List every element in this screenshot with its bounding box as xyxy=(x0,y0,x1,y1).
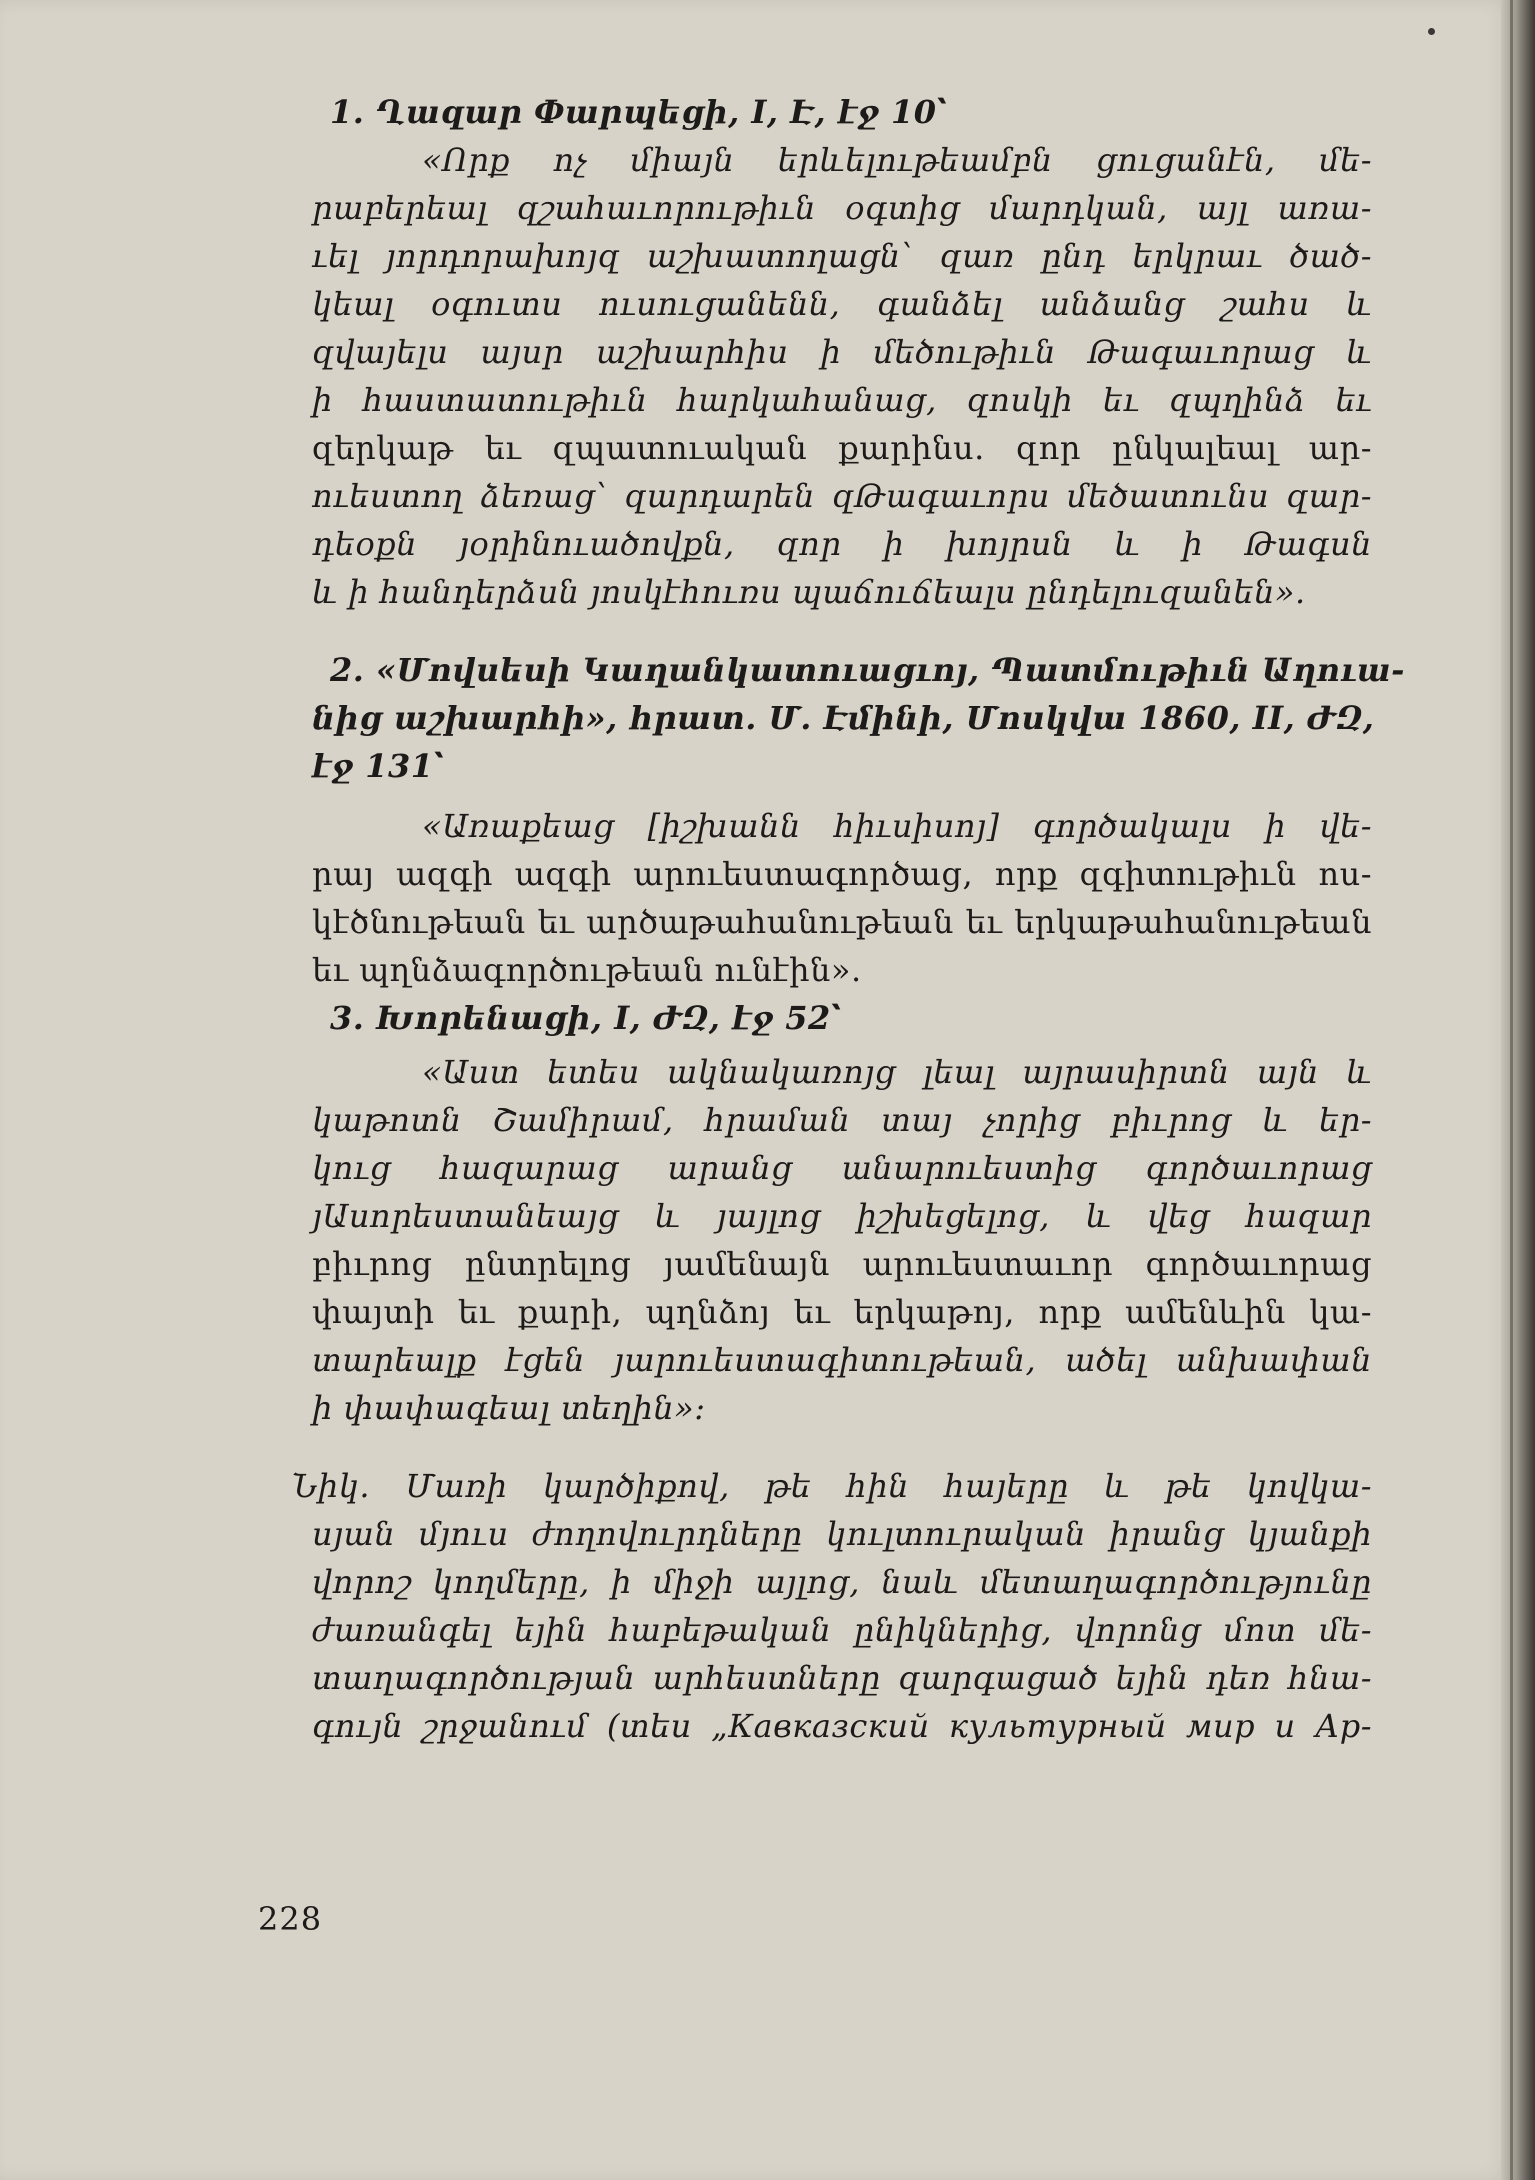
quote-line: «Որք ոչ միայն երևելութեամբն ցուցանէն, մե- xyxy=(422,141,1372,179)
paragraph-line: Նիկ. Մառի կարծիքով, թե հին հայերը և թե կովկա- xyxy=(292,1467,1372,1505)
quote-line: կաթոտն Շամիրամ, հրաման տայ չորից բիւրոց և եր- xyxy=(312,1101,1372,1139)
quote-line: րաբերեալ զշահաւորութիւն օգտից մարդկան, այլ առա- xyxy=(312,189,1372,227)
quote-line: կեալ օգուտս ուսուցանենն, գանձել անձանց շահս և xyxy=(312,285,1372,323)
heading-line: էջ 131՝ xyxy=(312,747,445,785)
book-gutter xyxy=(1501,0,1535,2180)
quote-line: փայտի եւ քարի, պղնձոյ եւ երկաթոյ, որք ամենևին կա- xyxy=(312,1293,1372,1331)
page-number: 228 xyxy=(258,1900,323,1938)
paragraph-line: ժառանգել եյին հաբեթական ընիկներից, վորոնց մոտ մե- xyxy=(312,1611,1372,1649)
binding-line xyxy=(1510,0,1513,2180)
section3-quote xyxy=(312,1048,1372,1432)
quote-line: րայ ազգի ազգի արուեստագործաց, որք զգիտութիւն ոս- xyxy=(312,855,1372,893)
quote-line: կէծնութեան եւ արծաթահանութեան եւ երկաթահանութեան xyxy=(312,903,1372,941)
paragraph-line: վորոշ կողմերը, ի միջի այլոց, նաև մետաղագործությունը xyxy=(312,1563,1372,1601)
quote-line: զերկաթ եւ զպատուական քարինս. զոր ընկալեալ ար- xyxy=(312,429,1372,467)
section1-heading: 1. Ղազար Փարպեցի, I, Է, էջ 10՝ xyxy=(330,93,948,131)
quote-line: եւ պղնձագործութեան ունէին». xyxy=(312,951,862,989)
section1-quote xyxy=(312,136,1372,616)
quote-line: ւել յորդորախոյզ աշխատողացն՝ զառ ընդ երկրաւ ծած- xyxy=(312,237,1372,275)
page-text xyxy=(292,88,1405,1750)
heading-line: նից աշխարհի», հրատ. Մ. Էմինի, Մոսկվա 1860, II, ԺԶ, xyxy=(312,699,1375,737)
quote-line: և ի հանդերձսն յոսկէհուռս պաճուճեալս ընդելուզանեն». xyxy=(312,573,1306,611)
quote-line: «Աստ ետես ակնակառոյց լեալ այրասիրտն այն և xyxy=(422,1053,1372,1091)
quote-line: ի հաստատութիւն հարկահանաց, զոսկի եւ զպղինձ եւ xyxy=(312,381,1372,419)
paragraph-line: տաղագործության արհեստները զարգացած եյին դեռ հնա- xyxy=(312,1659,1372,1697)
quote-line: կուց հազարաց արանց անարուեստից գործաւորաց xyxy=(312,1149,1372,1187)
quote-line: յԱսորեստանեայց և յայլոց իշխեցելոց, և վեց հազար xyxy=(312,1197,1372,1235)
quote-line: «Առաքեաց [իշխանն հիւսիսոյ] գործակալս ի վե- xyxy=(422,807,1372,845)
paper-speck xyxy=(1428,28,1435,35)
heading-line: 2. «Մովսեսի Կաղանկատուացւոյ, Պատմութիւն Աղուա- xyxy=(330,651,1405,689)
body-paragraph xyxy=(292,1462,1372,1750)
quote-line: ուեստող ձեռաց՝ զարդարեն զԹագաւորս մեծատունս զար- xyxy=(312,477,1372,515)
quote-line: բիւրոց ընտրելոց յամենայն արուեստաւոր գործաւորաց xyxy=(312,1245,1372,1283)
quote-line: դեօքն յօրինուածովքն, զոր ի խոյրսն և ի Թագսն xyxy=(312,525,1372,563)
quote-line: տարեալք էցեն յարուեստագիտութեան, ածել անխափան xyxy=(312,1341,1372,1379)
section3-heading: 3. Խորենացի, I, ԺԶ, էջ 52՝ xyxy=(330,999,842,1037)
section2-quote xyxy=(312,802,1372,994)
quote-line: զվայելս այսր աշխարհիս ի մեծութիւն Թագաւորաց և xyxy=(312,333,1372,371)
paragraph-line: սյան մյուս ժողովուրդները կուլտուրական իրանց կյանքի xyxy=(312,1515,1372,1553)
paragraph-line: գույն շրջանում (տես „Кавказский культурный мир и Ар- xyxy=(312,1707,1372,1745)
quote-line: ի փափագեալ տեղին»: xyxy=(312,1389,706,1427)
section2-heading xyxy=(312,646,1405,790)
